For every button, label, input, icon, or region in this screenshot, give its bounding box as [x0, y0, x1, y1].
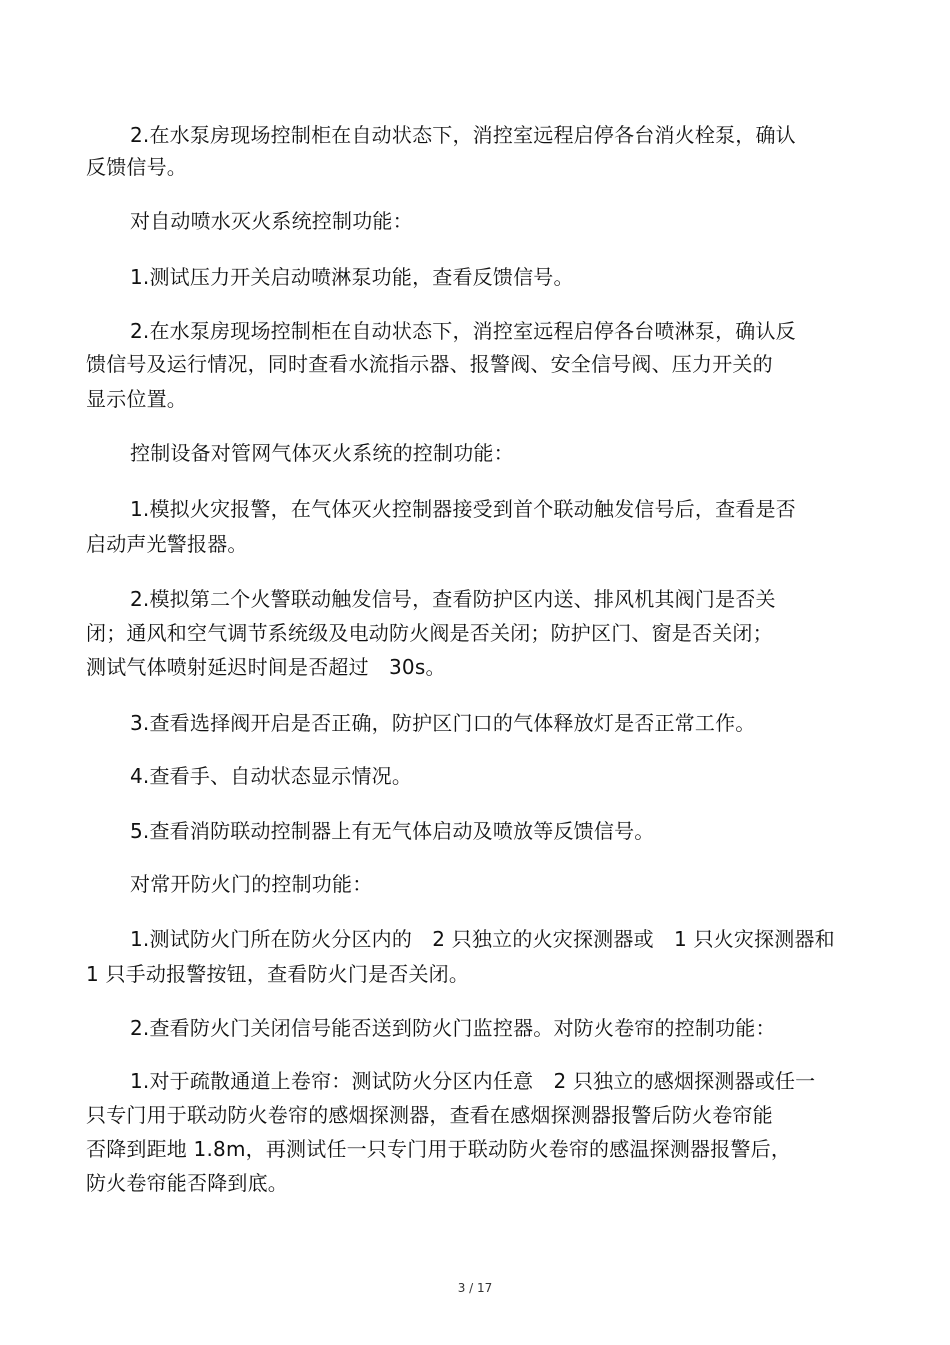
text-line: 防火卷帘能否降到底。 — [86, 1171, 288, 1195]
text-line: 5.查看消防联动控制器上有无气体启动及喷放等反馈信号。 — [130, 819, 655, 843]
text-line: 闭；通风和空气调节系统级及电动防火阀是否关闭；防护区门、窗是否关闭； — [86, 621, 773, 645]
page-number: 3 / 17 — [457, 1281, 493, 1295]
section-heading: 对自动喷水灭火系统控制功能： — [130, 209, 413, 233]
text-line: 4.查看手、自动状态显示情况。 — [130, 764, 413, 788]
text-line: 否降到距地 1.8m，再测试任一只专门用于联动防火卷帘的感温探测器报警后， — [86, 1137, 792, 1161]
text-line: 1.对于疏散通道上卷帘：测试防火分区内任意 2 只独立的感烟探测器或任一 — [130, 1069, 816, 1093]
text-line: 1.测试防火门所在防火分区内的 2 只独立的火灾探测器或 1 只火灾探测器和 — [130, 927, 835, 951]
text-line: 1.测试压力开关启动喷淋泵功能，查看反馈信号。 — [130, 265, 574, 289]
text-line: 馈信号及运行情况，同时查看水流指示器、报警阀、安全信号阀、压力开关的 — [86, 352, 773, 376]
text-line: 2.模拟第二个火警联动触发信号，查看防护区内送、排风机其阀门是否关 — [130, 587, 776, 611]
text-line: 2.在水泵房现场控制柜在自动状态下，消控室远程启停各台喷淋泵，确认反 — [130, 319, 796, 343]
text-line: 3.查看选择阀开启是否正确，防护区门口的气体释放灯是否正常工作。 — [130, 711, 756, 735]
text-line: 测试气体喷射延迟时间是否超过 30s。 — [86, 655, 446, 679]
text-line: 2.在水泵房现场控制柜在自动状态下，消控室远程启停各台消火栓泵，确认 — [130, 123, 796, 147]
text-line: 只专门用于联动防火卷帘的感烟探测器，查看在感烟探测器报警后防火卷帘能 — [86, 1103, 773, 1127]
text-line: 显示位置。 — [86, 387, 187, 411]
text-line: 1 只手动报警按钮，查看防火门是否关闭。 — [86, 962, 470, 986]
section-heading: 对常开防火门的控制功能： — [130, 872, 373, 896]
text-line: 2.查看防火门关闭信号能否送到防火门监控器。对防火卷帘的控制功能： — [130, 1016, 776, 1040]
text-line: 反馈信号。 — [86, 155, 187, 179]
text-line: 启动声光警报器。 — [86, 532, 248, 556]
text-line: 1.模拟火灾报警，在气体灭火控制器接受到首个联动触发信号后，查看是否 — [130, 497, 796, 521]
section-heading: 控制设备对管网气体灭火系统的控制功能： — [130, 441, 514, 465]
